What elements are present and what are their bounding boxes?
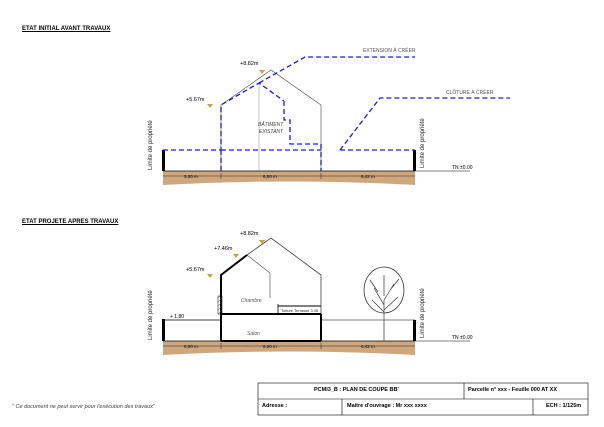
limit-left-initial: Limite de propriété [148,120,154,170]
tn-label-projected: TN ±0.00 [452,335,473,341]
ground-initial [163,171,415,185]
disclaimer-note: " Ce document ne peut servir pour l'exécution des travaux" [12,404,155,410]
level-ridge-initial: +8.82m [240,61,259,67]
scale-label: ECH : 1/125m [546,403,582,409]
limit-post-right-initial [413,150,416,171]
limit-left-projected: Limite de propriété [148,290,154,340]
limit-right-projected: Limite de propriété [420,288,426,338]
level-ridge-projected: +8.82m [240,231,259,237]
plan-title: PCMI3_B : PLAN DE COUPE BB' [314,387,399,393]
ground-projected [163,341,415,355]
existing-building-outline [221,70,321,171]
parcel-info: Parcelle n° xxx - Feuille 000 AT XX [468,387,558,393]
dim-2-initial: 6,00 m [263,174,277,179]
heading-projected: ETAT PROJETE APRES TRAVAUX [22,219,119,225]
limit-right-initial: Limite de propriété [420,118,426,168]
room-lower: Salon [247,331,260,337]
extension-label: EXTENSION À CRÉER [363,48,416,54]
room-upper: Chambre [241,298,262,304]
tn-label-initial: TN ±0.00 [452,165,473,171]
level-eave-projected: +5.67m [186,267,205,273]
owner-label: Maitre d'ouvrage : Mr xxx xxxx [347,403,427,409]
dim-3-projected: 6,42 m [361,344,375,349]
level-fence: + 1.80 [170,314,185,320]
dim-2-projected: 6,00 m [263,344,277,349]
terrace-label: Toiture Terrasse 3.05 [281,308,319,313]
address-label: Adresse : [262,403,288,409]
dim-1-initial: 5,00 m [184,174,198,179]
heading-initial: ETAT INITIAL AVANT TRAVAUX [22,26,111,32]
dashed-new-works-initial [163,57,510,171]
limit-post-left-projected [162,319,165,341]
building-label-1: BÂTIMENT [258,122,284,128]
limit-post-right-projected [413,320,416,341]
dim-1-projected: 5,00 m [184,344,198,349]
building-label-2: EXISTANT [259,129,284,135]
tree-icon [364,267,404,341]
limit-post-left-initial [162,150,165,171]
level-mid-projected: +7.46m [214,246,233,252]
level-eave-initial: +5.67m [186,97,205,103]
fence-label: CLÔTURE À CRÉER [446,90,494,96]
level-markers-initial [207,70,265,108]
dim-3-initial: 6,42 m [361,174,375,179]
projected-building [218,238,321,341]
